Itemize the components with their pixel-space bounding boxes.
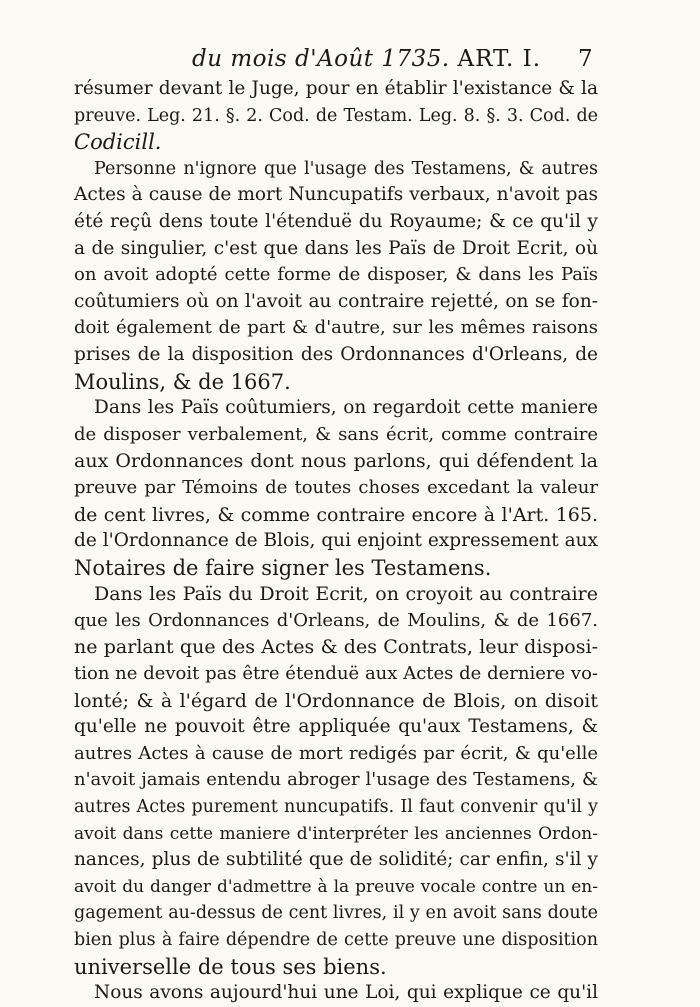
text-line: autres Actes purement nuncupatifs. Il faut convenir qu'il y xyxy=(74,797,598,818)
text-line: on avoit adopté cette forme de disposer, & dans les Païs xyxy=(74,264,598,286)
text-line: doit également de part & d'autre, sur les mêmes raisons xyxy=(74,317,598,339)
text-line: que les Ordonnances d'Orleans, de Moulins, & de 1667. xyxy=(74,609,598,631)
running-title: du mois d'Août 1735. ART. I. xyxy=(192,46,542,72)
text-line: de l'Ordonnance de Blois, qui enjoint expressement aux xyxy=(74,530,598,552)
text-line: résumer devant le Juge, pour en établir l'existance & la xyxy=(74,78,598,99)
text-line: de disposer verbalement, & sans écrit, comme contraire xyxy=(74,423,598,445)
article-number: ART. I. xyxy=(457,46,542,72)
text-line: de cent livres, & comme contraire encore à l'Art. 165. xyxy=(74,503,598,526)
text-line: aux Ordonnances dont nous parlons, qui défendent la xyxy=(74,450,598,473)
text-line: avoit du danger d'admettre à la preuve vocale contre un en- xyxy=(74,876,598,897)
paragraph-start: Dans les Païs coûtumiers, on regardoit cette maniere xyxy=(94,397,598,419)
text-line: preuve. Leg. 21. §. 2. Cod. de Testam. Leg. 8. §. 3. Cod. de xyxy=(74,105,598,126)
paragraph-start: Dans les Païs du Droit Ecrit, on croyoit au contraire xyxy=(94,583,598,606)
text-line: avoit dans cette maniere d'interpréter les anciennes Ordon- xyxy=(74,823,598,844)
text-line: Codicill. xyxy=(74,130,162,155)
text-line: Moulins, & de 1667. xyxy=(74,369,291,394)
text-line: preuve par Témoins de toutes choses excedant la valeur xyxy=(74,476,598,498)
text-line: lonté; & à l'égard de l'Ordonnance de Blois, on disoit xyxy=(74,689,598,712)
text-line: coûtumiers où on l'avoit au contraire rejetté, on se fon- xyxy=(74,290,598,312)
text-line: gagement au-dessus de cent livres, il y en avoit sans doute xyxy=(74,903,598,924)
text-line: tion ne devoit pas être étenduë aux Actes de derniere vo- xyxy=(74,663,598,685)
text-line: été reçû dens toute l'étenduë du Royaume; & ce qu'il y xyxy=(74,210,598,232)
text-line: Actes à cause de mort Nuncupatifs verbaux, n'avoit pas xyxy=(74,184,598,206)
paragraph-start: Personne n'ignore que l'usage des Testamens, & autres xyxy=(94,158,598,179)
text-line: universelle de tous ses biens. xyxy=(74,954,387,979)
text-line: nances, plus de subtilité que de solidité; car enfin, s'il y xyxy=(74,849,598,871)
text-line: prises de la disposition des Ordonnances d'Orleans, de xyxy=(74,343,598,365)
running-header xyxy=(0,46,700,80)
text-line: qu'elle ne pouvoit être appliquée qu'aux Testamens, & xyxy=(74,716,598,738)
page-number: 7 xyxy=(578,46,593,72)
page-body xyxy=(74,76,598,1007)
text-line: ne parlant que des Actes & des Contrats, leur disposi- xyxy=(74,636,598,659)
paragraph-start: Nous avons aujourd'hui une Loi, qui explique ce qu'il xyxy=(94,982,598,1004)
text-line: autres Actes à cause de mort redigés par écrit, & qu'elle xyxy=(74,742,598,764)
text-line: Notaires de faire signer les Testamens. xyxy=(74,555,492,580)
text-line: n'avoit jamais entendu abroger l'usage des Testamens, & xyxy=(74,769,598,791)
text-line: bien plus à faire dépendre de cette preuve une disposition xyxy=(74,930,598,950)
text-line: a de singulier, c'est que dans les Païs de Droit Ecrit, où xyxy=(74,237,598,259)
